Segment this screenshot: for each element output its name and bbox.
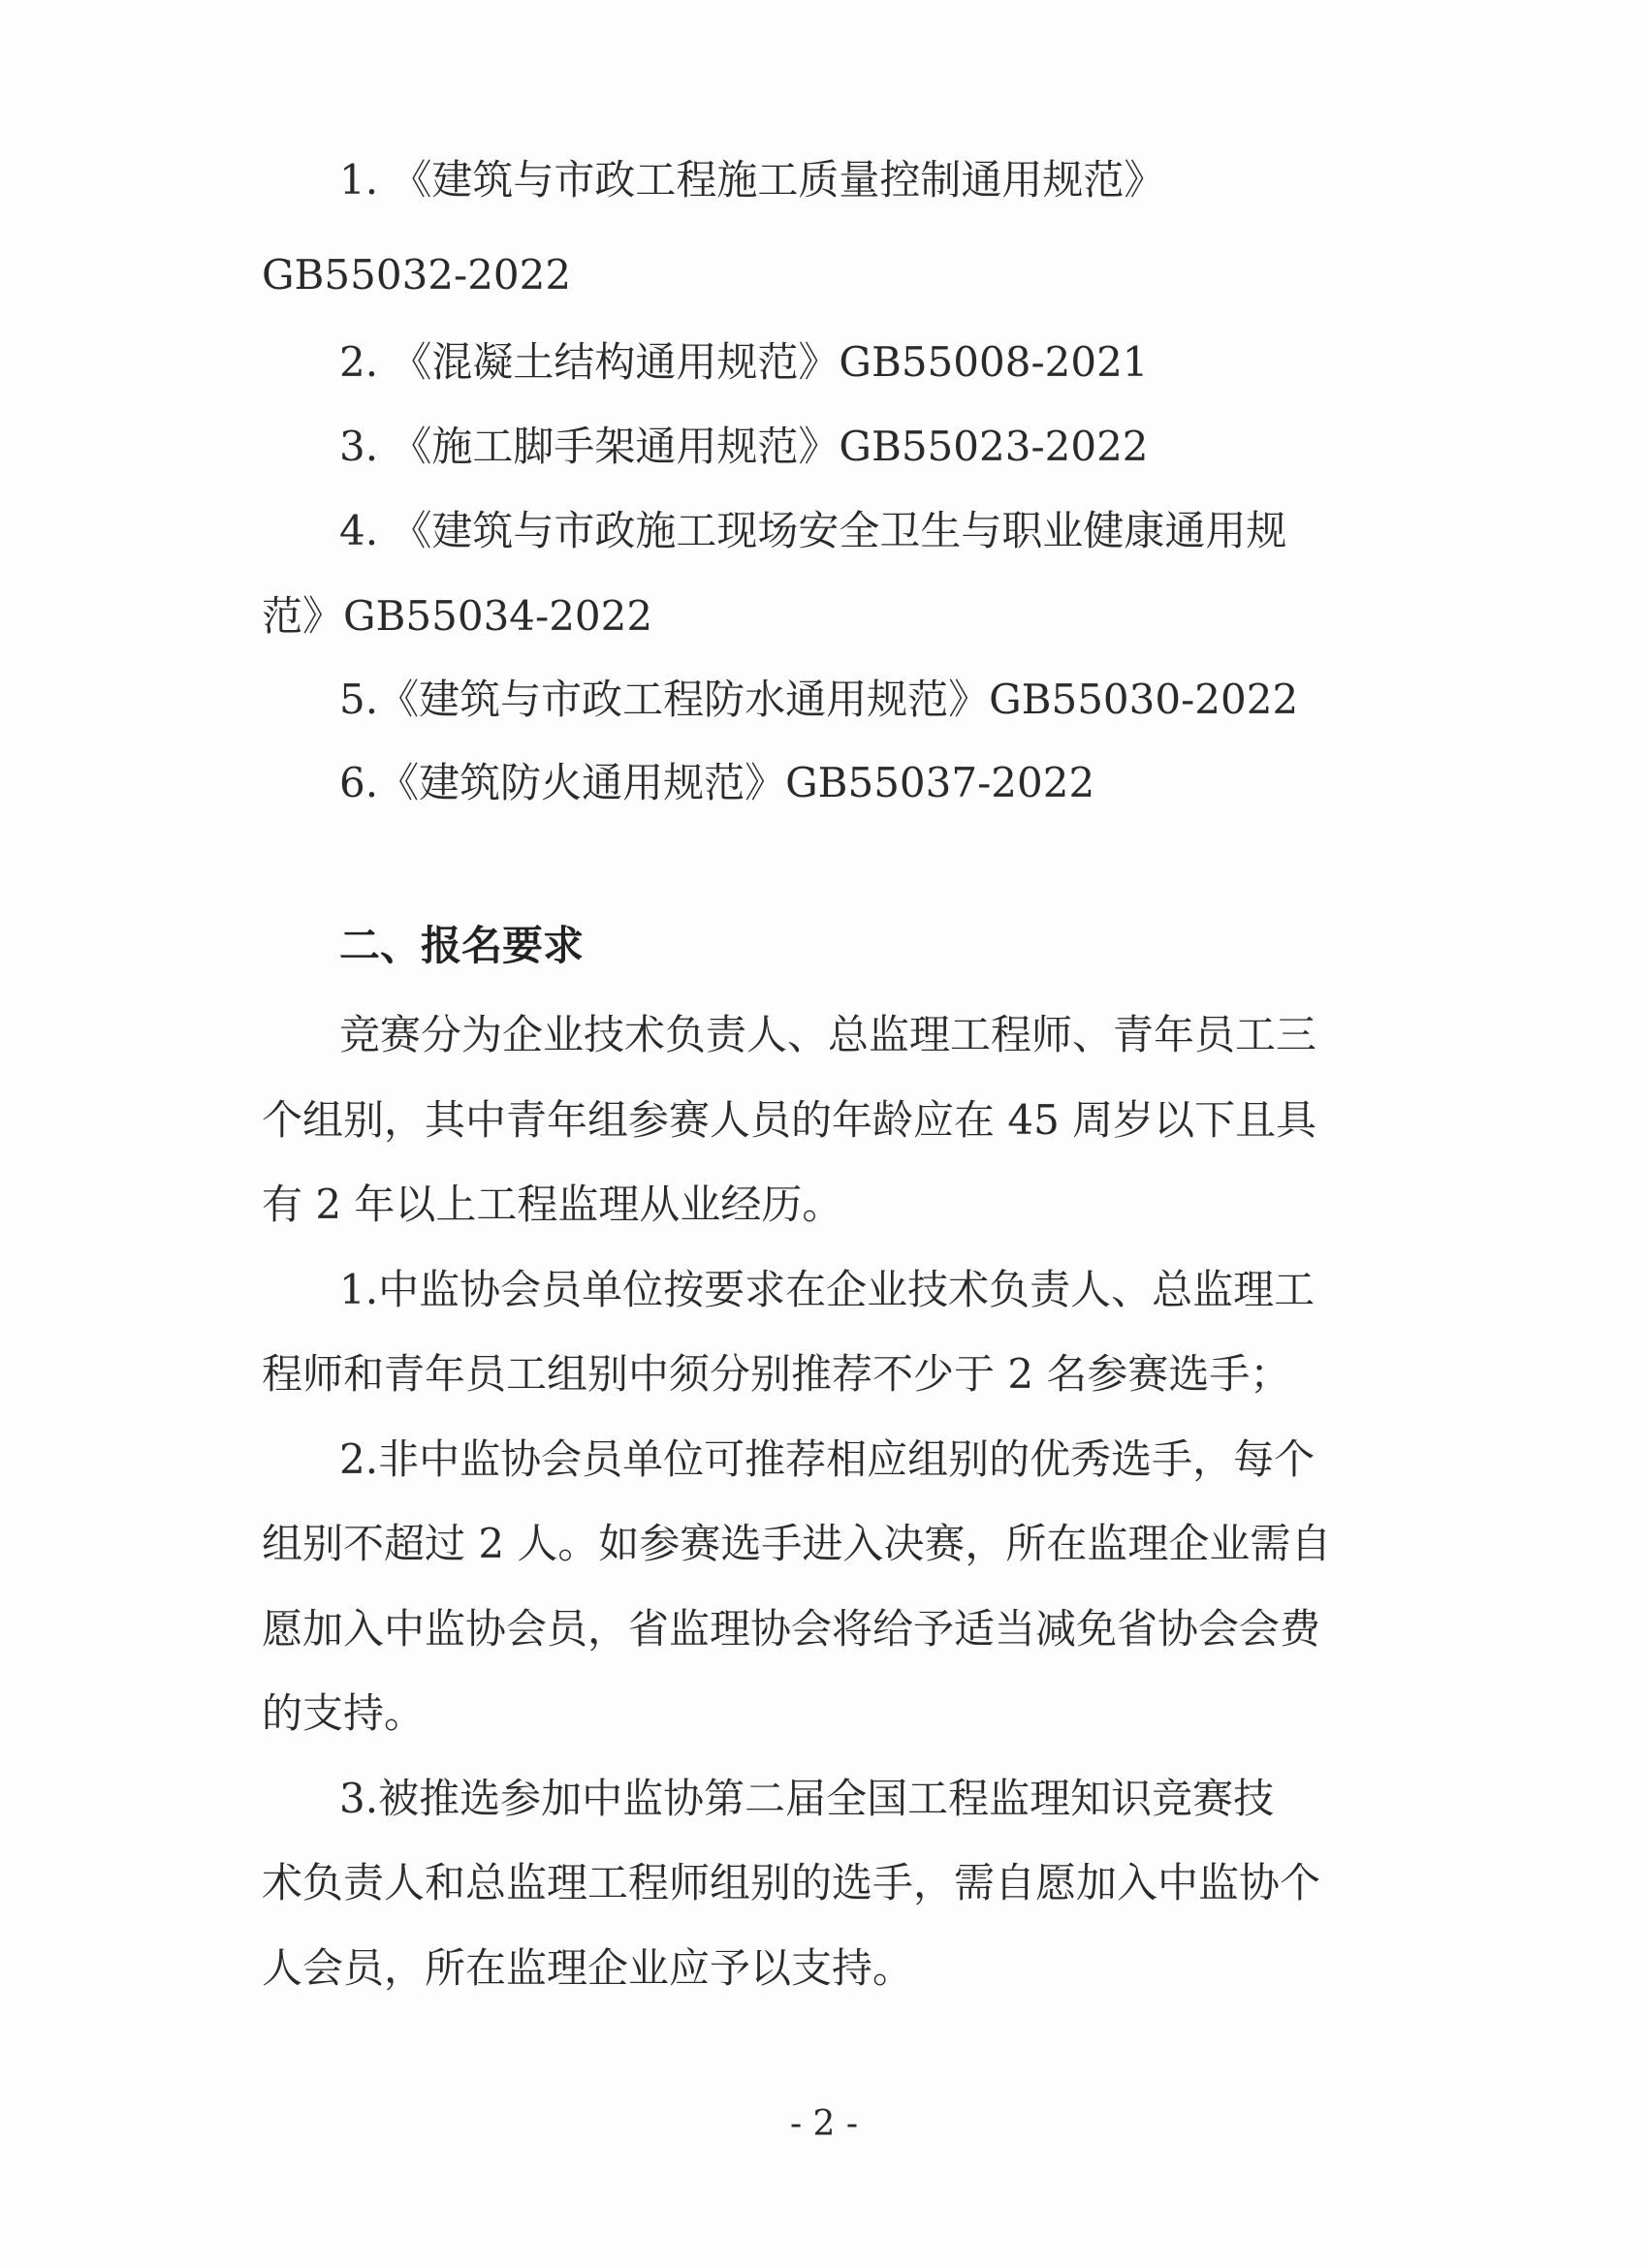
standard-item-6: 6.《建筑防火通用规范》GB55037-2022: [339, 759, 1095, 806]
body-line-6: 2.非中监协会员单位可推荐相应组别的优秀选手，每个: [339, 1435, 1315, 1483]
body-line-10: 3.被推选参加中监协第二届全国工程监理知识竞赛技: [339, 1775, 1275, 1822]
body-line-2: 个组别，其中青年组参赛人员的年龄应在 45 周岁以下且具: [262, 1096, 1317, 1144]
body-line-5: 程师和青年员工组别中须分别推荐不少于 2 名参赛选手；: [262, 1350, 1291, 1398]
standard-item-1: 1. 《建筑与市政工程施工质量控制通用规范》: [339, 156, 1165, 204]
standard-item-5: 5.《建筑与市政工程防水通用规范》GB55030-2022: [339, 676, 1299, 723]
body-line-4: 1.中监协会员单位按要求在企业技术负责人、总监理工: [339, 1266, 1315, 1313]
body-line-1: 竞赛分为企业技术负责人、总监理工程师、青年员工三: [339, 1011, 1317, 1058]
section-heading: 二、报名要求: [339, 922, 585, 969]
body-line-11: 术负责人和总监理工程师组别的选手，需自愿加入中监协个: [262, 1859, 1321, 1906]
body-line-12: 人会员，所在监理企业应予以支持。: [262, 1944, 914, 1992]
standard-item-3: 3. 《施工脚手架通用规范》GB55023-2022: [339, 423, 1149, 470]
body-line-7: 组别不超过 2 人。如参赛选手进入决赛，所在监理企业需自: [262, 1520, 1332, 1567]
standard-item-2: 2. 《混凝土结构通用规范》GB55008-2021: [339, 338, 1149, 386]
body-line-3: 有 2 年以上工程监理从业经历。: [262, 1181, 843, 1228]
standard-item-1-code: GB55032-2022: [262, 251, 572, 299]
standard-item-4-cont: 范》GB55034-2022: [262, 592, 653, 640]
body-line-9: 的支持。: [262, 1689, 426, 1737]
page-number: - 2 -: [789, 2104, 859, 2144]
standard-item-4: 4. 《建筑与市政施工现场安全卫生与职业健康通用规: [339, 507, 1287, 554]
body-line-8: 愿加入中监协会员，省监理协会将给予适当减免省协会会费: [262, 1605, 1321, 1653]
